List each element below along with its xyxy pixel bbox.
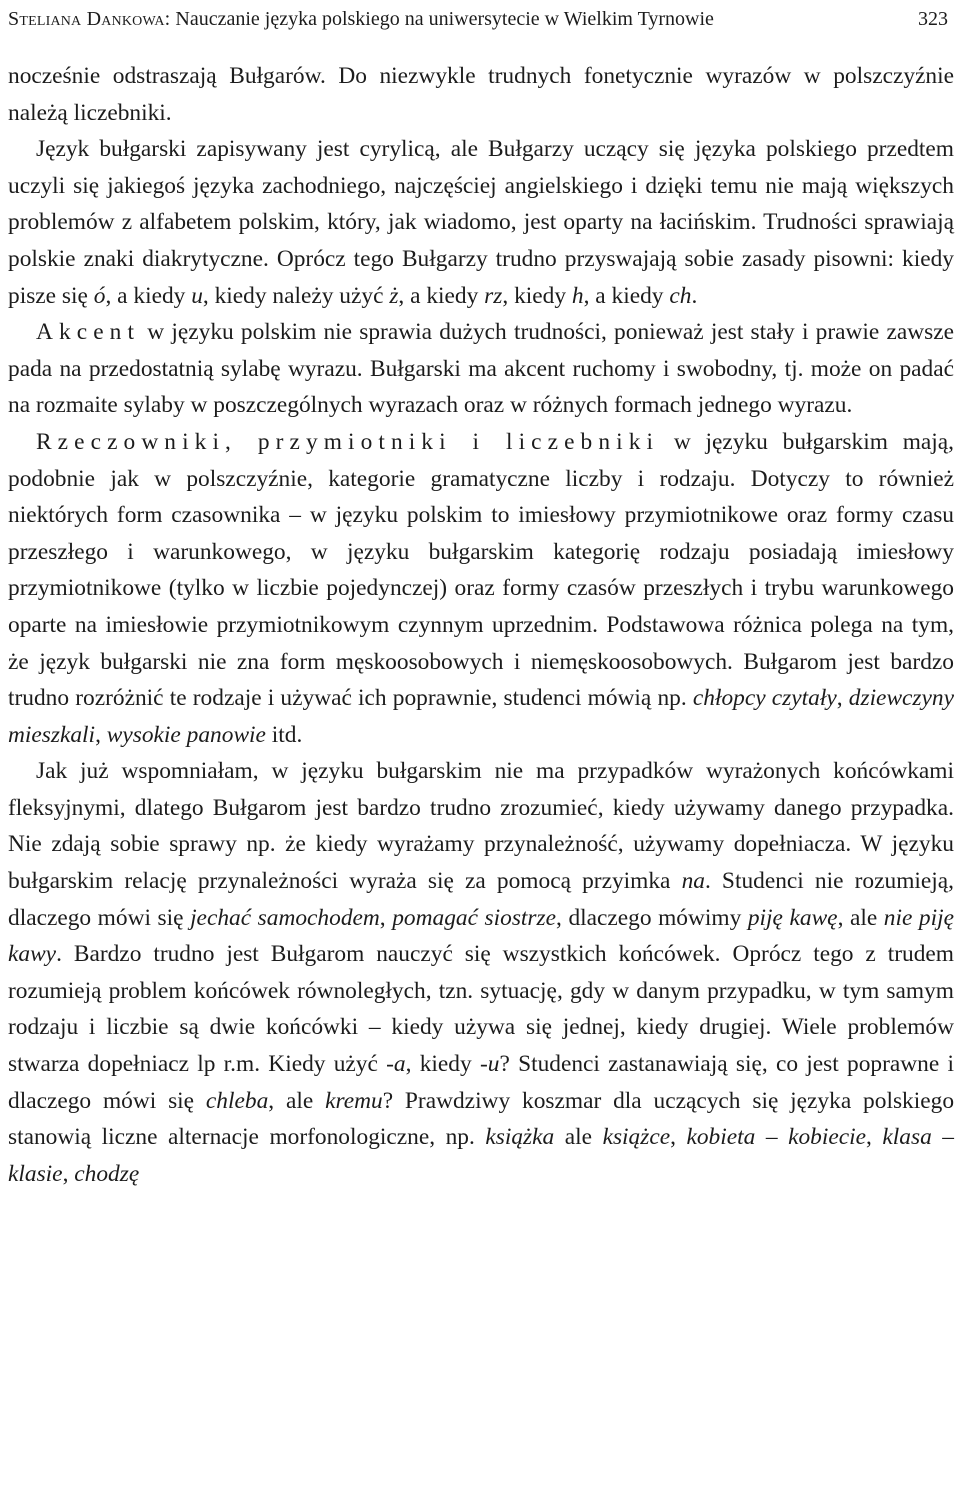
author-name: Steliana Dankowa: (8, 8, 171, 30)
italic-example: h (571, 282, 584, 309)
text-run: , dlaczego mówimy (556, 904, 748, 931)
text-run: , ale (268, 1087, 326, 1114)
italic-example: chodzę (74, 1160, 140, 1187)
text-run: , kiedy (502, 282, 572, 309)
italic-example: dziewczyny mieszkali (8, 685, 954, 748)
page-number: 323 (918, 8, 948, 30)
text-run: . (691, 282, 698, 309)
article-title: Nauczanie języka polskiego na uniwersytecie w Wielkim Tyrnowie (175, 8, 714, 30)
text-run: ? Prawdziwy koszmar dla uczących się języka polskiego stanowią liczne alternacje morfonologiczne, np. (8, 1087, 955, 1151)
text-run: , a kiedy (583, 282, 670, 309)
text-run: ? Studenci zastanawiają się, co jest poprawne i dlaczego mówi się (8, 1051, 954, 1114)
text-run: , kiedy (405, 1051, 480, 1078)
running-header (8, 4, 954, 44)
italic-example: książce (602, 1124, 671, 1151)
italic-example: chleba (205, 1087, 269, 1114)
spaced-term: Akcent (36, 319, 141, 346)
italic-example: klasa (882, 1124, 932, 1151)
text-run: , (670, 1124, 687, 1151)
italic-example: ch (669, 282, 692, 309)
italic-example: kobieta (686, 1124, 756, 1151)
text-run: , (866, 1124, 883, 1151)
paragraph (8, 314, 954, 424)
text-run: , a kiedy (398, 282, 485, 309)
text-run: nocześnie odstraszają Bułgarów. Do niezwykle trudnych fonetycznie wyrazów w polszczyźnie należą liczebniki. (8, 63, 954, 126)
italic-example: nie piję kawy (8, 904, 955, 968)
italic-example: u (191, 282, 203, 309)
text-run: , (379, 904, 393, 931)
running-title (8, 4, 714, 34)
italic-example: wysokie panowie (106, 721, 266, 748)
text-run: , ale (837, 904, 884, 931)
text-run: w języku polskim nie sprawia dużych trudności, ponieważ jest stały i prawie zawsze pada na przedostatnią sylabę wyrazu. Bułgarski ma akcent ruchomy i swobodny, tj. może on padać na rozmaite sylaby w poszczególnych wyrazach oraz w różnych formach jednego wyrazu. (8, 319, 954, 419)
text-run: Jak już wspomniałam, w języku bułgarskim nie ma przypadków wyrażonych końcówkami fleksyjnymi, dlatego Bułgarom jest bardzo trudno zrozumieć, kiedy używamy danego przypadka. Nie zdają sobie sprawy np. że kiedy wyrażamy przynależność, używamy dopełniacza. W języku bułgarskim relację przynależności wyraża się za pomocą przyimka (8, 758, 954, 895)
text-run: Język bułgarski zapisywany jest cyrylicą, ale Bułgarzy uczący się języka polskiego przedtem uczyli się jakiegoś języka zachodniego, najczęściej angielskiego i dzięki temu nie mają większych problemów z alfabetem polskim, który, jak wiadomo, jest oparty na łacińskim. Trudności sprawiają polskie znaki diakrytyczne. Oprócz tego Bułgarzy trudno przyswajają sobie zasady pisowni: kiedy pisze się (8, 136, 954, 309)
text-run: ale (554, 1124, 603, 1151)
body-text (8, 58, 954, 1192)
italic-example: piję kawę (747, 904, 838, 931)
paragraph (8, 753, 954, 1192)
italic-example: -u (479, 1051, 500, 1078)
text-run: , kiedy należy użyć (202, 282, 390, 309)
italic-example: chłopcy czytały (692, 685, 837, 712)
italic-example: ż (389, 282, 399, 309)
italic-example: jechać samochodem (190, 904, 380, 931)
italic-example: książka (485, 1124, 555, 1151)
italic-example: pomagać siostrze (392, 904, 557, 931)
italic-example: na (681, 868, 705, 895)
paragraph (8, 424, 954, 753)
italic-example: ó (93, 282, 106, 309)
text-run: , (95, 721, 107, 748)
text-run: , a kiedy (105, 282, 192, 309)
italic-example: -a (386, 1051, 406, 1078)
italic-example: kremu (325, 1087, 383, 1114)
paragraph (8, 131, 954, 314)
italic-example: kobiecie (788, 1124, 867, 1151)
text-run: , (836, 685, 849, 712)
text-run: . Studenci nie rozumieją, dlaczego mówi się (8, 868, 955, 931)
paragraph (8, 58, 954, 131)
text-run: , (62, 1160, 75, 1187)
spaced-term: Rzeczowniki, przymiotniki i liczebniki (36, 428, 660, 455)
text-run: w języku bułgarskim mają, podobnie jak w polszczyźnie, kategorie gramatyczne liczby i rodzaju. Dotyczy to również niektórych form czasownika – w języku polskim to imiesłowy przymiotnikowe oraz formy czasu przeszłego i warunkowego, w języku bułgarskim kategorię rodzaju posiadają imiesłowy przymiotnikowe (tylko w liczbie pojedynczej) oraz formy czasów przeszłych i trybu warunkowego oparte na imiesłowie przymiotnikowym czynnym uprzednim. Podstawowa różnica polega na tym, że język bułgarski nie zna form męskoosobowych i niemęskoosobowych. Bułgarom jest bardzo trudno rozróżnić te rodzaje i używać ich poprawnie, studenci mówią np. (8, 428, 954, 712)
italic-example: klasie (8, 1160, 63, 1187)
text-run: itd. (265, 721, 303, 748)
italic-example: rz (484, 282, 503, 309)
text-run: – (755, 1124, 789, 1151)
text-run: – (931, 1124, 954, 1151)
text-run: . Bardzo trudno jest Bułgarom nauczyć się wszystkich końcówek. Oprócz tego z trudem rozumieją problem końcówek równoległych, tzn. sytuację, gdy w danym przypadku, w tym samym rodzaju i liczbie są dwie końcówki – kiedy używa się jednej, kiedy drugiej. Wiele problemów stwarza dopełniacz lp r.m. Kiedy użyć (8, 941, 954, 1078)
